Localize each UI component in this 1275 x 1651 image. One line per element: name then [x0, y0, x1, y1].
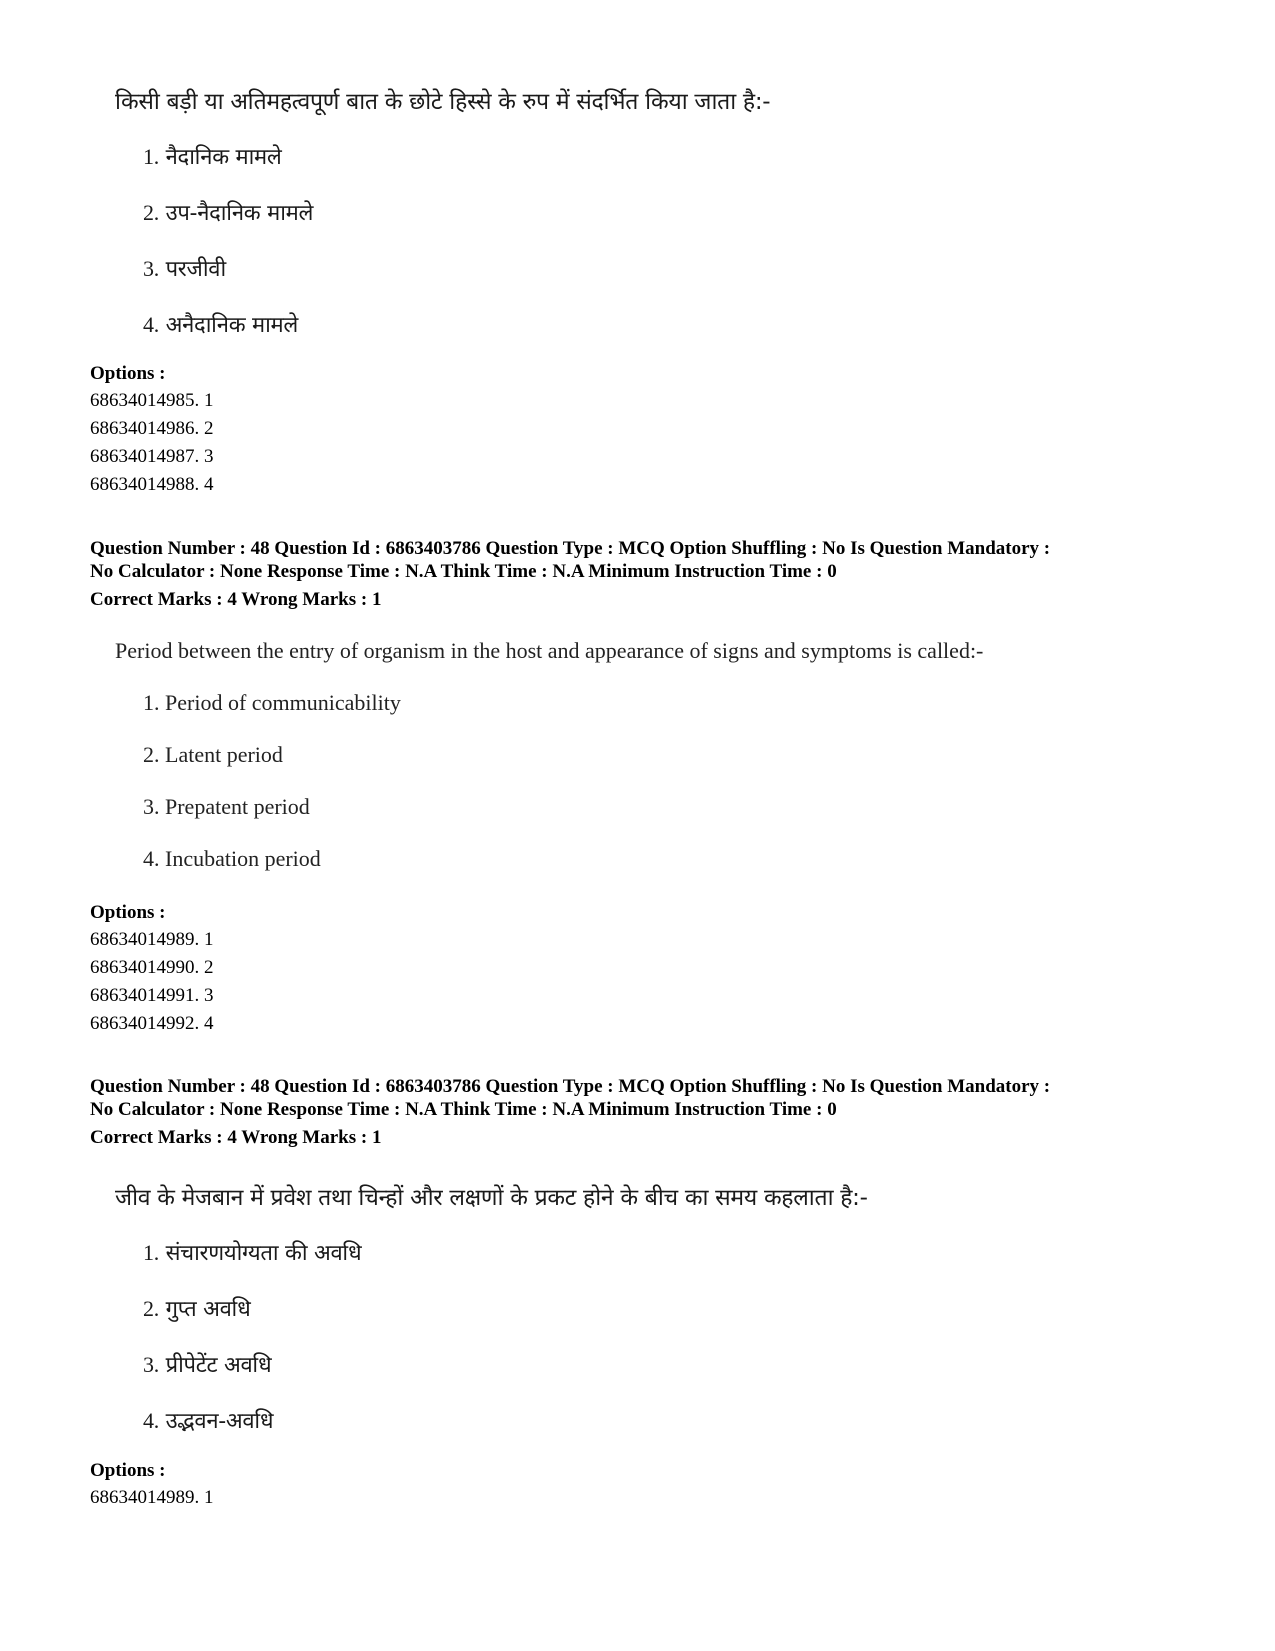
choice-item: [143, 1349, 271, 1379]
choice-text: उद्भवन-अवधि: [165, 1409, 274, 1434]
choice-text: अनैदानिक मामले: [165, 313, 299, 338]
question-marks: Correct Marks : 4 Wrong Marks : 1: [90, 1127, 382, 1148]
choice-text: नैदानिक मामले: [165, 145, 282, 170]
choice-number: 4.: [143, 1408, 159, 1433]
option-id-row: 68634014992. 4: [90, 1013, 214, 1034]
question-text-english: Period between the entry of organism in the host and appearance of signs and symptoms is called:-: [115, 638, 984, 663]
question-marks: Correct Marks : 4 Wrong Marks : 1: [90, 589, 382, 610]
question-text-hindi: जीव के मेजबान में प्रवेश तथा चिन्हों और लक्षणों के प्रकट होने के बीच का समय कहलाता है:-: [115, 1185, 868, 1211]
choice-number: 3.: [143, 256, 159, 281]
option-id-row: 68634014987. 3: [90, 446, 214, 467]
question-meta-line2: No Calculator : None Response Time : N.A Think Time : N.A Minimum Instruction Time : 0: [90, 561, 837, 582]
option-id-row: 68634014988. 4: [90, 474, 214, 495]
choice-item: [143, 1293, 250, 1323]
options-label: Options :: [90, 902, 166, 923]
choice-number: 2.: [143, 200, 159, 225]
choice-item: [143, 253, 226, 283]
choice-number: 1.: [143, 144, 159, 169]
question-meta-line1: Question Number : 48 Question Id : 6863403786 Question Type : MCQ Option Shuffling : No Is Question Mandatory :: [90, 538, 1051, 559]
question-meta-line1: Question Number : 48 Question Id : 6863403786 Question Type : MCQ Option Shuffling : No Is Question Mandatory :: [90, 1076, 1051, 1097]
option-id-row: 68634014986. 2: [90, 418, 214, 439]
choice-number: 4.: [143, 312, 159, 337]
choice-number: 2.: [143, 1296, 159, 1321]
choice-number: 1.: [143, 1240, 159, 1265]
choice-item: 1. Period of communicability: [143, 690, 401, 715]
choice-text: गुप्त अवधि: [165, 1297, 251, 1322]
choice-text: उप-नैदानिक मामले: [165, 201, 314, 226]
choice-item: 3. Prepatent period: [143, 794, 310, 819]
choice-number: 3.: [143, 1352, 159, 1377]
option-id-row: 68634014985. 1: [90, 390, 214, 411]
options-label: Options :: [90, 1460, 166, 1481]
choice-item: [143, 1405, 273, 1435]
option-id-row: 68634014991. 3: [90, 985, 214, 1006]
choice-text: प्रीपेटेंट अवधि: [165, 1353, 272, 1378]
option-id-row: 68634014989. 1: [90, 929, 214, 950]
choice-item: [143, 141, 282, 171]
choice-item: [143, 197, 313, 227]
option-id-row: 68634014989. 1: [90, 1487, 214, 1508]
choice-item: 2. Latent period: [143, 742, 283, 767]
question-text-hindi: किसी बड़ी या अतिमहत्वपूर्ण बात के छोटे हिस्से के रुप में संदर्भित किया जाता है:-: [115, 89, 771, 115]
choice-item: [143, 309, 298, 339]
option-id-row: 68634014990. 2: [90, 957, 214, 978]
choice-item: [143, 1237, 361, 1267]
choice-text: परजीवी: [165, 257, 226, 282]
choice-item: 4. Incubation period: [143, 846, 321, 871]
choice-text: संचारणयोग्यता की अवधि: [165, 1241, 362, 1266]
question-meta-line2: No Calculator : None Response Time : N.A Think Time : N.A Minimum Instruction Time : 0: [90, 1099, 837, 1120]
options-label: Options :: [90, 363, 166, 384]
